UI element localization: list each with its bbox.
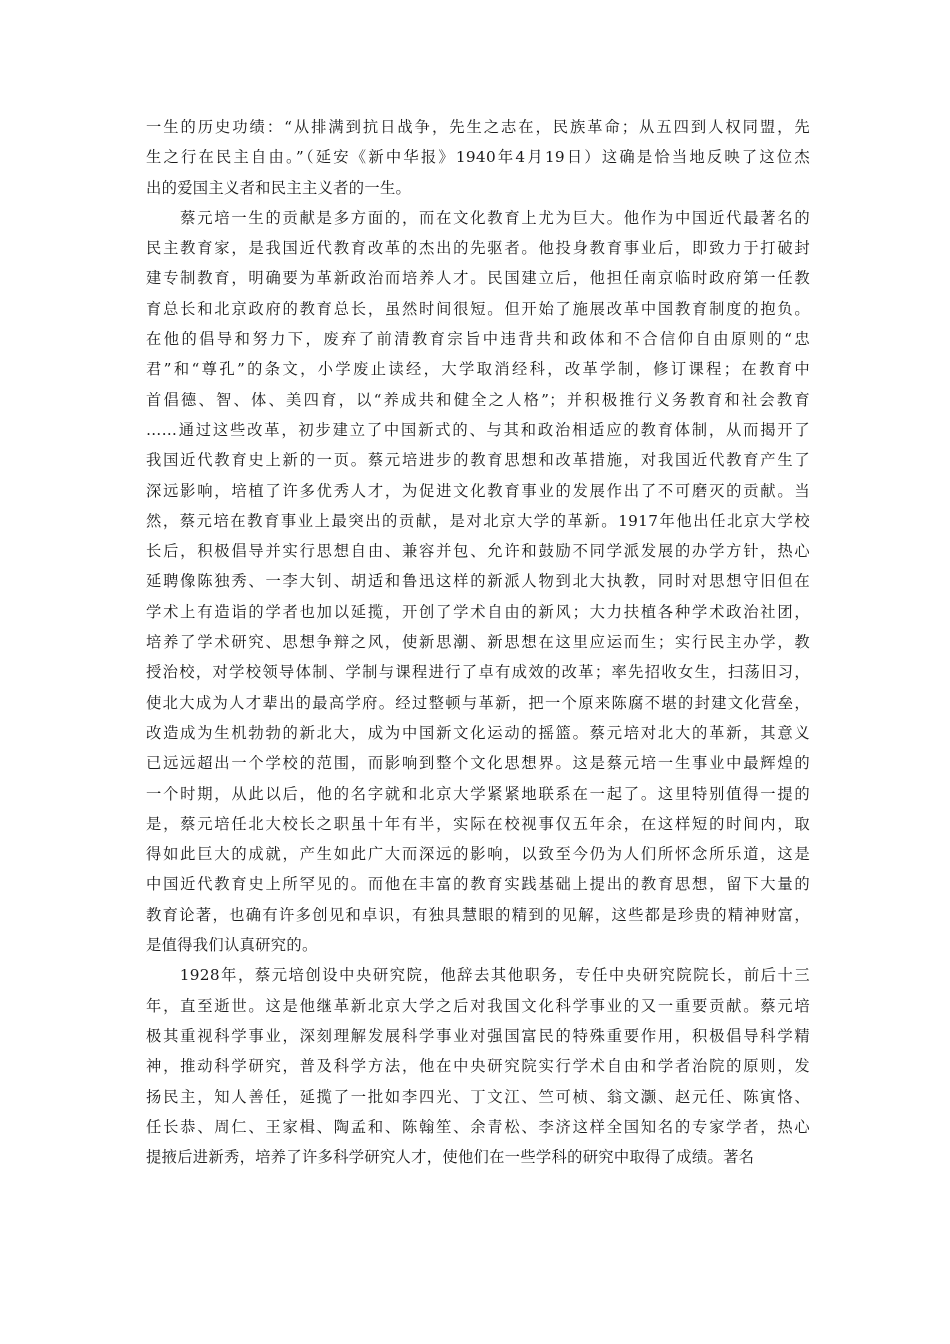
text-line: 出的爱国主义者和民主主义者的一生。 [146, 178, 412, 197]
text-line: 长后，积极倡导并实行思想自由、兼容并包、允许和鼓励不同学派发展的办学方针，热心 [146, 542, 810, 561]
text-line: 建专制教育，明确要为革新政治而培养人才。民国建立后，他担任南京临时政府第一任教 [146, 269, 810, 288]
text-line: 首倡德、智、体、美四育，以“养成共和健全之人格”；并积极推行义务教育和社会教育 [146, 390, 810, 409]
text-line: 培养了学术研究、思想争辩之风，使新思潮、新思想在这里应运而生；实行民主办学，教 [146, 633, 810, 652]
text-line: 使北大成为人才辈出的最高学府。经过整顿与革新，把一个原来陈腐不堪的封建文化营垒， [146, 693, 810, 712]
text-line: 极其重视科学事业，深刻理解发展科学事业对强国富民的特殊重要作用，积极倡导科学精 [146, 1026, 810, 1045]
text-line: 已远远超出一个学校的范围，而影响到整个文化思想界。这是蔡元培一生事业中最辉煌的 [146, 754, 810, 773]
text-line: 君”和“尊孔”的条文，小学废止读经，大学取消经科，改革学制，修订课程；在教育中 [146, 360, 810, 379]
text-line: 育总长和北京政府的教育总长，虽然时间很短。但开始了施展改革中国教育制度的抱负。 [146, 299, 810, 318]
paragraph [146, 960, 810, 1172]
text-line: 蔡元培一生的贡献是多方面的，而在文化教育上尤为巨大。他作为中国近代最著名的 [146, 208, 810, 227]
text-line: 神，推动科学研究，普及科学方法，他在中央研究院实行学术自由和学者治院的原则，发 [146, 1057, 810, 1076]
text-line: 扬民主，知人善任，延揽了一批如李四光、丁文江、竺可桢、翁文灏、赵元任、陈寅恪、 [146, 1087, 810, 1106]
text-line: 是，蔡元培任北大校长之职虽十年有半，实际在校视事仅五年余，在这样短的时间内，取 [146, 814, 810, 833]
text-line: 提掖后进新秀，培养了许多科学研究人才，使他们在一些学科的研究中取得了成绩。著名 [146, 1148, 755, 1167]
text-line: ……通过这些改革，初步建立了中国新式的、与其和政治相适应的教育体制，从而揭开了 [146, 420, 810, 439]
text-line: 深远影响，培植了许多优秀人才，为促进文化教育事业的发展作出了不可磨灭的贡献。当 [146, 481, 810, 500]
text-line: 得如此巨大的成就，产生如此广大而深远的影响，以致至今仍为人们所怀念所乐道，这是 [146, 845, 810, 864]
text-line: 是值得我们认真研究的。 [146, 936, 318, 955]
document-body [146, 112, 810, 1172]
text-line: 延聘像陈独秀、一李大钊、胡适和鲁迅这样的新派人物到北大执教，同时对思想守旧但在 [146, 572, 810, 591]
text-line: 一生的历史功绩：“从排满到抗日战争，先生之志在，民族革命；从五四到人权同盟，先 [146, 118, 810, 136]
text-line: 1928年，蔡元培创设中央研究院，他辞去其他职务，专任中央研究院院长，前后十三 [146, 966, 810, 985]
text-line: 授治校，对学校领导体制、学制与课程进行了卓有成效的改革；率先招收女生，扫荡旧习， [146, 663, 810, 682]
text-line: 民主教育家，是我国近代教育改革的杰出的先驱者。他投身教育事业后，即致力于打破封 [146, 239, 810, 258]
text-line: 任长恭、周仁、王家楫、陶孟和、陈翰笙、余青松、李济这样全国知名的专家学者，热心 [146, 1117, 810, 1136]
text-line: 在他的倡导和努力下，废弃了前清教育宗旨中违背共和政体和不合信仰自由原则的“忠 [146, 330, 810, 349]
text-line: 学术上有造诣的学者也加以延揽，开创了学术自由的新风；大力扶植各种学术政治社团， [146, 602, 810, 621]
text-line: 年，直至逝世。这是他继革新北京大学之后对我国文化科学事业的又一重要贡献。蔡元培 [146, 996, 810, 1015]
text-line: 生之行在民主自由。”（延安《新中华报》1940年4月19日）这确是恰当地反映了这位杰 [146, 148, 810, 167]
text-line: 我国近代教育史上新的一页。蔡元培进步的教育思想和改革措施，对我国近代教育产生了 [146, 451, 810, 470]
text-line: 教育论著，也确有许多创见和卓识，有独具慧眼的精到的见解，这些都是珍贵的精神财富， [146, 905, 810, 924]
text-line: 改造成为生机勃勃的新北大，成为中国新文化运动的摇篮。蔡元培对北大的革新，其意义 [146, 723, 810, 742]
paragraph [146, 203, 810, 960]
text-line: 一个时期，从此以后，他的名字就和北京大学紧紧地联系在一起了。这里特别值得一提的 [146, 784, 810, 803]
paragraph [146, 112, 810, 203]
text-line: 然，蔡元培在教育事业上最突出的贡献，是对北京大学的革新。1917年他出任北京大学校 [146, 511, 810, 530]
text-line: 中国近代教育史上所罕见的。而他在丰富的教育实践基础上提出的教育思想，留下大量的 [146, 875, 810, 894]
